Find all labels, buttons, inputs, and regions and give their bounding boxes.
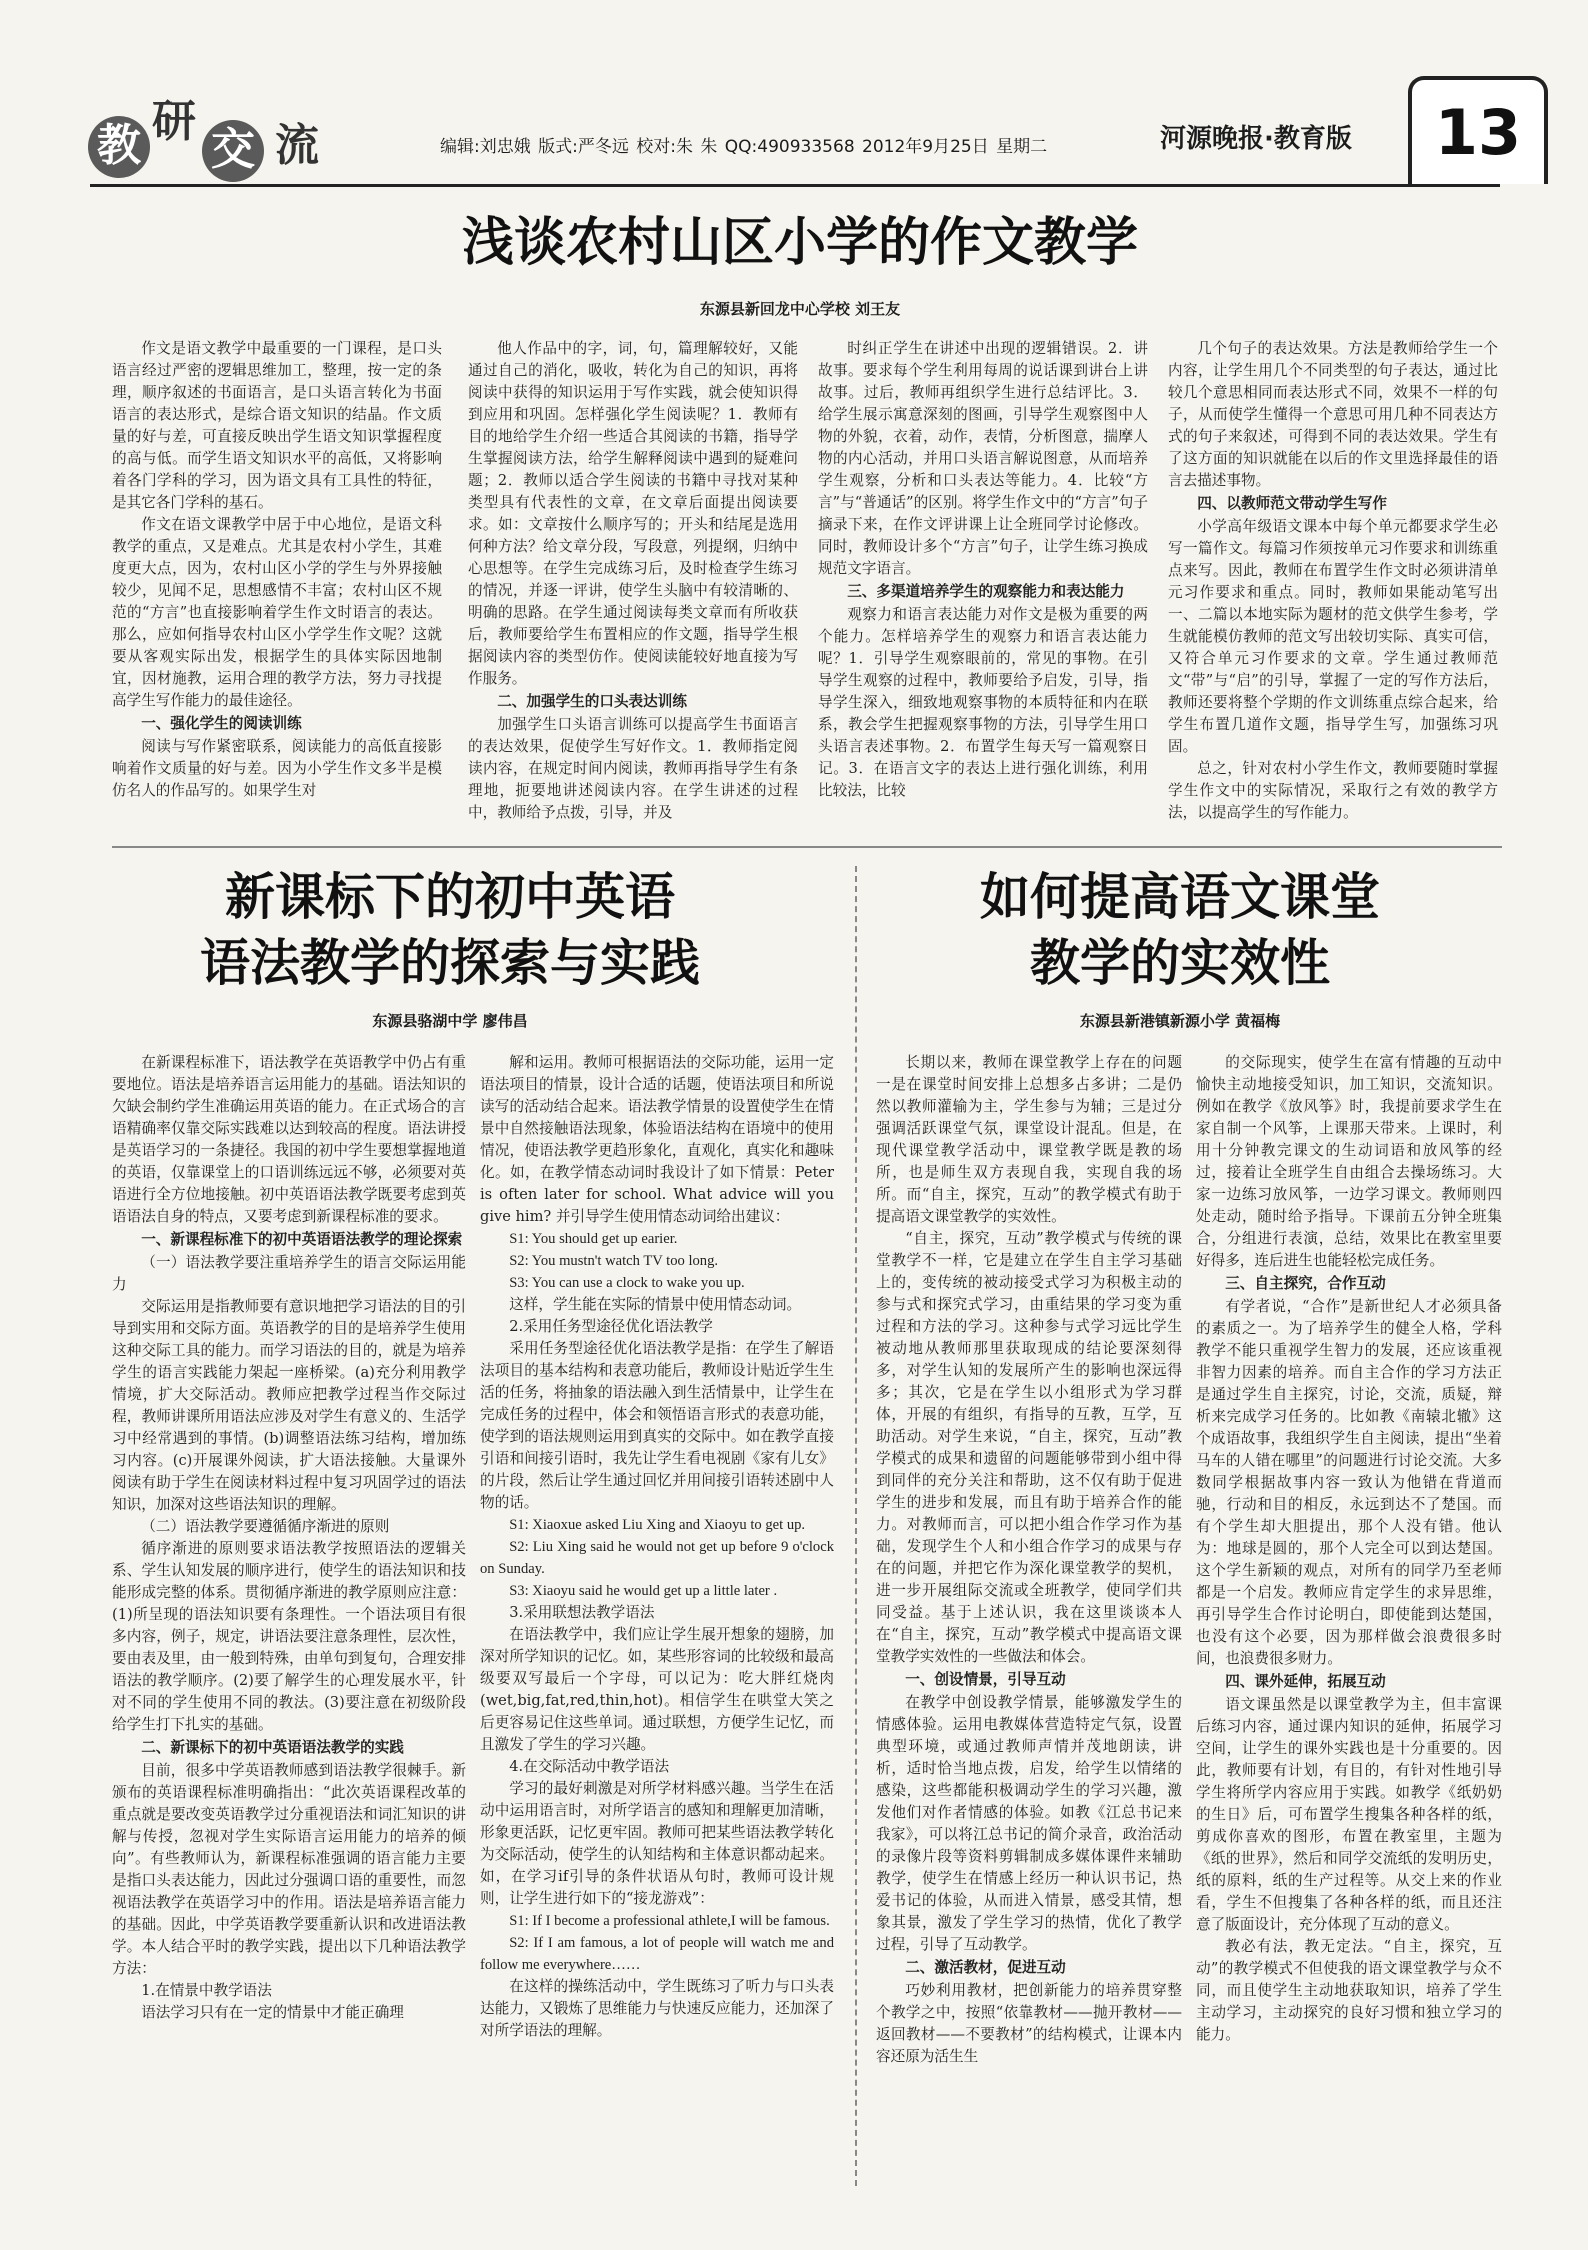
article2-col2 — [480, 1052, 834, 2192]
paragraph: S1: Xiaoxue asked Liu Xing and Xiaoyu to get up. — [509, 1517, 806, 1533]
section-heading: 三、多渠道培养学生的观察能力和表达能力 — [847, 583, 1125, 600]
column-divider — [855, 866, 857, 2186]
section-heading: 三、自主探究，合作互动 — [1225, 1275, 1386, 1292]
logo-char-1: 教 — [88, 116, 150, 178]
section-heading: 二、激活教材，促进互动 — [905, 1959, 1066, 1976]
paragraph: 他人作品中的字，词，句，篇理解较好，又能通过自己的消化，吸收，转化为自己的知识，再将阅读中获得的知识运用于写作实践，就会使知识得到应用和巩固。怎样强化学生阅读呢？1．教师有目的地给学生介绍一些适合其阅读的书籍，指导学生掌握阅读方法，给学生解释阅读中遇到的疑难问题；2．教师以适合学生阅读的书籍中寻找对某种类型具有代表性的文章，在文章后面提出阅读要求。如：文章按什么顺序写的；开头和结尾是选用何种方法？给文章分段，写段意，列提纲，归纳中心思想等。在学生完成练习后，及时检查学生练习的情况，并逐一评讲，使学生头脑中有较清晰的、明确的思路。在学生通过阅读每类文章而有所收获后，教师要给学生布置相应的作文题，指导学生根据阅读内容的类型仿作。使阅读能较好地直接为写作服务。 — [468, 340, 798, 687]
paragraph: 循序渐进的原则要求语法教学按照语法的逻辑关系、学生认知发展的顺序进行，使学生的语法知识和技能形成完整的体系。贯彻循序渐进的教学原则应注意：(1)所呈现的语法知识要有条理性。一个语法项目有很多内容，例子，规定，讲语法要注意条理性，层次性，要由表及里，由一般到特殊，由单句到复句，合理安排语法的教学顺序。(2)要了解学生的心理发展水平，针对不同的学生使用不同的教法。(3)要注意在初级阶段给学生打下扎实的基础。 — [112, 1540, 466, 1733]
paragraph: 2.采用任务型途径优化语法教学 — [509, 1318, 713, 1335]
article1-col4 — [1168, 338, 1498, 834]
paragraph: 解和运用。教师可根据语法的交际功能，运用一定语法项目的情景，设计合适的话题，使语法项目和所说读写的活动结合起来。语法教学情景的设置使学生在情景中自然接触语法现象，体验语法结构在语境中的使用情况，使语法教学更趋形象化，直观化，真实化和趣味化。如，在教学情态动词时我设计了如下情景：Peter is often later for school. What advice will you give him? 并引导学生使用情态动词给出建议： — [480, 1054, 834, 1225]
masthead — [0, 0, 1588, 195]
newspaper-brand: 河源晚报·教育版 — [1160, 124, 1352, 154]
paragraph: 这样，学生能在实际的情景中使用情态动词。 — [509, 1296, 802, 1313]
section-heading: 一、强化学生的阅读训练 — [141, 715, 302, 732]
paragraph: S2: You mustn't watch TV too long. — [509, 1253, 719, 1269]
paragraph: 在新课程标准下，语法教学在英语教学中仍占有重要地位。语法是培养语言运用能力的基础。语法知识的欠缺会制约学生准确运用英语的能力。在正式场合的言语精确率仅靠交际实践难以达到较高的程度。语法讲授是英语学习的一条捷径。我国的初中学生要想掌握地道的英语，仅靠课堂上的口语训练远远不够，必须要对英语进行全方位地接触。初中英语语法教学既要考虑到英语语法自身的特点，又要考虑到新课程标准的要求。 — [112, 1054, 466, 1225]
logo-char-2: 研 — [152, 96, 196, 147]
article2-col1 — [112, 1052, 466, 2192]
paragraph: 在语法教学中，我们应让学生展开想象的翅膀，加深对所学知识的记忆。如，某些形容词的比较级和最高级要双写最后一个字母，可以记为：吃大胖红烧肉(wet,big,fat,red,thin,hot)。相信学生在哄堂大笑之后更容易记住这些单词。通过联想，方便学生记忆，而且激发了学生的学习兴趣。 — [480, 1626, 834, 1753]
article3-byline: 东源县新港镇新源小学 黄福梅 — [1079, 1012, 1281, 1030]
paragraph: S1: You should get up earier. — [509, 1231, 678, 1247]
logo-char-4: 流 — [275, 120, 319, 171]
paragraph: 作文在语文课教学中居于中心地位，是语文科教学的重点，又是难点。尤其是农村小学生，其难度更大点，因为，农村山区小学的学生与外界接触较少，见闻不足，思想感情不丰富；农村山区不规范的“方言”也直接影响着学生作文时语言的表达。那么，应如何指导农村山区小学学生作文呢？这就要从客观实际出发，根据学生的具体实际因地制宜，因材施教，运用合理的教学方法，努力寻找提高学生写作能力的最佳途径。 — [112, 516, 442, 709]
paragraph: 1.在情景中教学语法 — [141, 1982, 272, 1999]
paragraph: 总之，针对农村小学生作文，教师要随时掌握学生作文中的实际情况，采取行之有效的教学方法，以提高学生的写作能力。 — [1168, 760, 1498, 821]
article2-byline: 东源县骆湖中学 廖伟昌 — [372, 1012, 528, 1030]
paragraph: 教必有法，教无定法。“自主，探究，互动”的教学模式不但使我的语文课堂教学与众不同，而且使学生主动地获取知识，培养了学生主动学习，主动探究的良好习惯和独立学习的能力。 — [1196, 1938, 1502, 2043]
paragraph: 加强学生口头语言训练可以提高学生书面语言的表达效果，促使学生写好作文。1．教师指定阅读内容，在规定时间内阅读，教师再指导学生有条理地，扼要地讲述阅读内容。在学生讲述的过程中，教师给予点拨，引导，并及 — [468, 716, 798, 821]
paragraph: 在教学中创设教学情景，能够激发学生的情感体验。运用电教媒体营造特定气氛，设置典型环境，或通过教师声情并茂地朗读，讲析，适时恰当地点拨，启发，给学生以情绪的感染，这些都能积极调动学生的学习兴趣，激发他们对作者情感的体验。如教《江总书记来我家》，可以将江总书记的简介录音，政治活动的录像片段等资料剪辑制成多媒体课件来辅助教学，使学生在情感上经历一种认识书记，热爱书记的体验，从而进入情景，感受其情，想象其景，激发了学生学习的热情，优化了教学过程，引导了互动教学。 — [876, 1694, 1182, 1953]
paragraph: 观察力和语言表达能力对作文是极为重要的两个能力。怎样培养学生的观察力和语言表达能力呢？1．引导学生观察眼前的，常见的事物。在引导学生观察的过程中，教师要给予启发，引导，指导学生深入，细致地观察事物的本质特征和内在联系，教会学生把握观察事物的方法，引导学生用口头语言表述事物。2．布置学生每天写一篇观察日记。3．在语言文字的表达上进行强化训练，利用比较法，比较 — [818, 606, 1148, 799]
article1-col2 — [468, 338, 798, 834]
paragraph: 语法学习只有在一定的情景中才能正确理 — [141, 2004, 404, 2021]
article3-title-line2: 教学的实效性 — [1030, 934, 1330, 992]
paragraph: S3: You can use a clock to wake you up. — [509, 1275, 745, 1291]
issue-meta: 编辑:刘忠娥 版式:严冬远 校对:朱 朱 QQ:490933568 2012年9月25日 星期二 — [440, 137, 1048, 157]
paragraph: 在这样的操练活动中，学生既练习了听力与口头表达能力，又锻炼了思维能力与快速反应能力，还加深了对所学语法的理解。 — [480, 1978, 834, 2039]
paragraph: 交际运用是指教师要有意识地把学习语法的目的引导到实用和交际方面。英语教学的目的是培养学生使用这种交际工具的能力。而学习语法的目的，就是为培养学生的语言实践能力架起一座桥梁。(a)充分利用教学情境，扩大交际活动。教师应把教学过程当作交际过程，教师讲课所用语法应涉及对学生有意义的、生活学习中经常遇到的事情。(b)调整语法练习结构，增加练习内容。(c)开展课外阅读，扩大语法接触。大量课外阅读有助于学生在阅读材料过程中复习巩固学过的语法知识，加深对这些语法知识的理解。 — [112, 1298, 466, 1513]
paragraph: （一）语法教学要注重培养学生的语言交际运用能力 — [112, 1254, 466, 1293]
paragraph: S1: If I become a professional athlete,I will be famous. — [509, 1913, 830, 1929]
masthead-rule — [90, 184, 1500, 187]
paragraph: 4.在交际活动中教学语法 — [509, 1758, 670, 1775]
logo-char-3: 交 — [202, 120, 264, 182]
paragraph: 长期以来，教师在课堂教学上存在的问题一是在课堂时间安排上总想多占多讲；二是仍然以教师灌输为主，学生参与为辅；三是过分强调活跃课堂气氛，课堂设计混乱。但是，在现代课堂教学活动中，课堂教学既是教的场所，也是师生双方表现自我，实现自我的场所。而“自主，探究，互动”的教学模式有助于提高语文课堂教学的实效性。 — [876, 1054, 1182, 1225]
paragraph: 巧妙利用教材，把创新能力的培养贯穿整个教学之中，按照“依靠教材——抛开教材——返回教材——不要教材”的结构模式，让课本内容还原为活生生 — [876, 1982, 1182, 2065]
article2-title-line1: 新课标下的初中英语 — [225, 868, 675, 926]
paragraph: 有学者说，“合作”是新世纪人才必须具备的素质之一。为了培养学生的健全人格，学科教学不能只重视学生智力的发展，还应该重视非智力因素的培养。而自主合作的学习方法正是通过学生自主探究，讨论，交流，质疑，辩析来完成学习任务的。比如教《南辕北辙》这个成语故事，我组织学生自主阅读，提出“坐着马车的人错在哪里”的问题进行讨论交流。大多数同学根据故事内容一致认为他错在背道而驰，行动和目的相反，永远到达不了楚国。而有个学生却大胆提出，那个人没有错。他认为：地球是圆的，那个人完全可以到达楚国。这个学生新颖的观点，对所有的同学乃至老师都是一个启发。教师应肯定学生的求异思维，再引导学生合作讨论明白，即使能到达楚国，也没有这个必要，因为那样做会浪费很多时间，也浪费很多财力。 — [1196, 1298, 1502, 1667]
paragraph: 作文是语文教学中最重要的一门课程，是口头语言经过严密的逻辑思维加工，整理，按一定的条理，顺序叙述的书面语言，是口头语言转化为书面语言的表达形式，是综合语文知识的结晶。作文质量的好与差，可直接反映出学生语文知识掌握程度的高与低。而学生语文知识水平的高低，又将影响着各门学科的学习，因为语文具有工具性的特征，是其它各门学科的基石。 — [112, 340, 442, 511]
article2-title-line2: 语法教学的探索与实践 — [200, 934, 700, 992]
paragraph: 语文课虽然是以课堂教学为主，但丰富课后练习内容，通过课内知识的延伸，拓展学习空间，让学生的课外实践也是十分重要的。因此，教师要有计划，有目的，有针对性地引导学生将所学内容应用于实践。如教学《纸奶奶的生日》后，可布置学生搜集各种各样的纸，剪成你喜欢的图形，布置在教室里，主题为《纸的世界》，然后和同学交流纸的发明历史，纸的原料，纸的生产过程等。从交上来的作业看，学生不但搜集了各种各样的纸，而且还注意了版面设计，充分体现了互动的意义。 — [1196, 1696, 1502, 1933]
paragraph: 目前，很多中学英语教师感到语法教学很棘手。新颁布的英语课程标准明确指出：“此次英语课程改革的重点就是要改变英语教学过分重视语法和词汇知识的讲解与传授，忽视对学生实际语言运用能力的培养的倾向”。有些教师认为，新课程标准强调的语言能力主要是指口头表达能力，因此过分强调口语的重要性，而忽视语法教学在英语学习中的作用。语法是培养语言能力的基础。因此，中学英语教学要重新认识和改进语法教学。本人结合平时的教学实践，提出以下几种语法教学方法： — [112, 1762, 466, 1977]
paragraph: S3: Xiaoyu said he would get up a little later . — [509, 1583, 778, 1599]
section-heading: 一、新课程标准下的初中英语语法教学的理论探索 — [141, 1231, 463, 1248]
article1-title: 浅谈农村山区小学的作文教学 — [461, 213, 1138, 273]
section-heading: 二、加强学生的口头表达训练 — [497, 693, 687, 710]
paragraph: 时纠正学生在讲述中出现的逻辑错误。2．讲故事。要求每个学生利用每周的说话课到讲台上讲故事。过后，教师再组织学生进行总结评比。3．给学生展示寓意深刻的图画，引导学生观察图中人物的外貌，衣着，动作，表情，分析图意，揣摩人物的内心活动，并用口头语言解说图意，从而培养学生观察，分析和口头表达等能力。4．比较“方言”与“普通话”的区别。将学生作文中的“方言”句子摘录下来，在作文评讲课上让全班同学讨论修改。同时，教师设计多个“方言”句子，让学生练习换成规范文字语言。 — [818, 340, 1148, 577]
section-logo — [88, 92, 348, 184]
paragraph: 3.采用联想法教学语法 — [509, 1604, 655, 1621]
article1-col3 — [818, 338, 1148, 834]
section-heading: 四、课外延伸，拓展互动 — [1225, 1673, 1386, 1690]
page-number: 13 — [1408, 76, 1548, 184]
section-heading: 一、创设情景，引导互动 — [905, 1671, 1066, 1688]
article3-col1 — [876, 1052, 1182, 2192]
article3-col2 — [1196, 1052, 1502, 2192]
section-heading: 四、以教师范文带动学生写作 — [1197, 495, 1387, 512]
article1-col1 — [112, 338, 442, 834]
paragraph: 阅读与写作紧密联系，阅读能力的高低直接影响着作文质量的好与差。因为小学生作文多半是模仿名人的作品写的。如果学生对 — [112, 738, 442, 799]
paragraph: 学习的最好刺激是对所学材料感兴趣。当学生在活动中运用语言时，对所学语言的感知和理解更加清晰，形象更活跃，记忆更牢固。教师可把某些语法教学转化为交际活动，使学生的认知结构和主体意识都动起来。如，在学习if引导的条件状语从句时，教师可设计规则，让学生进行如下的“接龙游戏”： — [480, 1780, 834, 1907]
section-divider — [112, 846, 1502, 848]
paragraph: “自主，探究，互动”教学模式与传统的课堂教学不一样，它是建立在学生自主学习基础上的，变传统的被动接受式学习为积极主动的参与式和探究式学习，由重结果的学习变为重过程和方法的学习。这种参与式学习远比学生被动地从教师那里获取现成的结论要深刻得多，对学生认知的发展所产生的影响也深远得多；其次，它是在学生以小组形式为学习群体，开展的有组织，有指导的互教，互学，互助活动。对学生来说，“自主，探究，互动”教学模式的成果和遗留的问题能够带到小组中得到同伴的充分关注和帮助，这不仅有助于促进学生的进步和发展，而且有助于培养合作的能力。对教师而言，可以把小组合作学习作为基础，发现学生个人和小组合作学习的成果与存在的问题，并把它作为深化课堂教学的契机，进一步开展组际交流或全班教学，使同学们共同受益。基于上述认识，我在这里谈谈本人在“自主，探究，互动”教学模式中提高语文课堂教学实效性的一些做法和体会。 — [876, 1230, 1182, 1665]
paragraph: 采用任务型途径优化语法教学是指：在学生了解语法项目的基本结构和表意功能后，教师设计贴近学生生活的任务，将抽象的语法融入到生活情景中，让学生在完成任务的过程中，体会和领悟语言形式的表意功能，使学到的语法规则运用到真实的交际中。如在教学直接引语和间接引语时，我先让学生看电视剧《家有儿女》的片段，然后让学生通过回忆并用间接引语转述剧中人物的话。 — [480, 1340, 834, 1511]
paragraph: 几个句子的表达效果。方法是教师给学生一个内容，让学生用几个不同类型的句子表达，通过比较几个意思相同而表达形式不同，效果不一样的句子，从而使学生懂得一个意思可用几种不同表达方式的句子来叙述，可得到不同的表达效果。学生有了这方面的知识就能在以后的作文里选择最佳的语言去描述事物。 — [1168, 340, 1498, 489]
paragraph: S2: Liu Xing said he would not get up before 9 o'clock on Sunday. — [480, 1539, 834, 1577]
paragraph: （二）语法教学要遵循循序渐进的原则 — [141, 1518, 390, 1535]
article3-title-line1: 如何提高语文课堂 — [980, 868, 1380, 926]
article1-byline: 东源县新回龙中心学校 刘王友 — [699, 300, 901, 318]
section-heading: 二、新课标下的初中英语语法教学的实践 — [141, 1739, 404, 1756]
paragraph: S2: If I am famous, a lot of people will watch me and follow me everywhere…… — [480, 1935, 834, 1973]
paragraph: 的交际现实，使学生在富有情趣的互动中愉快主动地接受知识，加工知识，交流知识。例如在教学《放风筝》时，我提前要求学生在家自制一个风筝，上课那天带来。上课时，利用十分钟教完课文的生动词语和放风筝的经过，接着让全班学生自由组合去操场练习。大家一边练习放风筝，一边学习课文。教师则四处走动，随时给予指导。下课前五分钟全班集合，分组进行表演，总结，效果比在教室里要好得多，连后进生也能轻松完成任务。 — [1196, 1054, 1502, 1269]
paragraph: 小学高年级语文课本中每个单元都要求学生必写一篇作文。每篇习作须按单元习作要求和训练重点来写。因此，教师在布置学生作文时必须讲清单元习作要求和重点。同时，教师如果能动笔写出一、二篇以本地实际为题材的范文供学生参考，学生就能模仿教师的范文写出较切实际、真实可信，又符合单元习作要求的文章。学生通过教师范文“带”与“启”的引导，掌握了一定的写作方法后，教师还要将整个学期的作文训练重点综合起来，给学生布置几道作文题，指导学生写，加强练习巩固。 — [1168, 518, 1498, 755]
